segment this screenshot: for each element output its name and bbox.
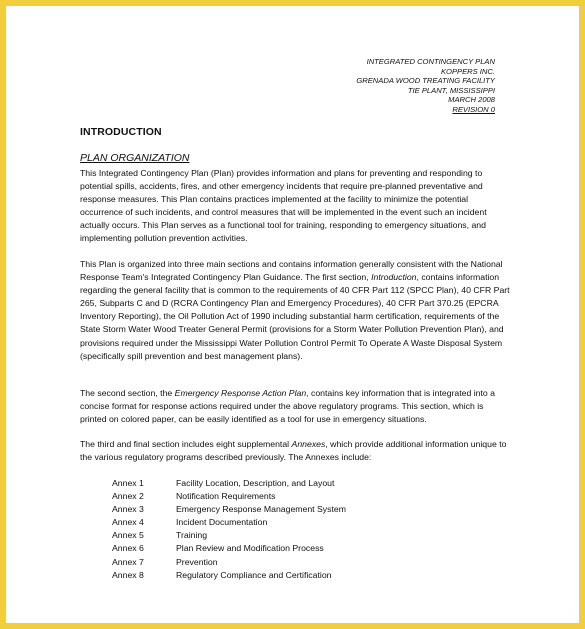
header-plan-title: INTEGRATED CONTINGENCY PLAN bbox=[366, 57, 495, 66]
annex-number: Annex 5 bbox=[112, 530, 144, 541]
paragraph-text: , contains information regarding the general facility that is common to the requirements of 40 CFR Part 112 (SPCC Plan), 40 CFR Part 265, Subparts C and D (RCRA Contingency Plan and Emergency Procedures), 40 CFR Part 370.25 (EPCRA Inventory Reporting), the Oil Pollution Act of 1990 including substantial harm certification, requirements of the State Storm Water Wood Treater General Permit (provisions for a Storm Water Pollution Prevention Plan), and provisions required under the Mississippi Water Pollution Control Permit To Operate A Waste Disposal System (specifically spill prevention and best management plans). bbox=[80, 272, 510, 361]
annex-number: Annex 7 bbox=[112, 556, 144, 567]
subsection-title: PLAN ORGANIZATION bbox=[80, 152, 190, 164]
annex-title: Training bbox=[176, 530, 208, 541]
annex-number: Annex 3 bbox=[112, 504, 144, 515]
annex-number: Annex 8 bbox=[112, 569, 144, 580]
annex-number: Annex 2 bbox=[112, 491, 144, 502]
paragraph-emphasis: Emergency Response Action Plan bbox=[174, 388, 307, 398]
annex-number: Annex 1 bbox=[112, 478, 144, 488]
annex-number: Annex 6 bbox=[112, 543, 144, 554]
annex-number: Annex 4 bbox=[112, 517, 144, 528]
annex-item bbox=[112, 477, 346, 490]
header-facility: GRENADA WOOD TREATING FACILITY bbox=[356, 76, 495, 85]
paragraph-text: The third and final section includes eight supplemental bbox=[80, 439, 292, 449]
header-location: TIE PLANT, MISSISSIPPI bbox=[407, 85, 495, 95]
annex-item bbox=[112, 490, 346, 503]
paragraph-plan-overview: This Integrated Contingency Plan (Plan) provides information and plans for preventing and responding to potential spills, accidents, fires, and other emergency incidents that require pre-planned preventative and response measures. This Plan contains practices implemented at the facility to minimize the potential occurrence of such incidents, and control measures that will be implemented in the event such an incident actually occurs. This Plan serves as a functional tool for training, responding to emergency situations, and implementing pollution prevention activities. bbox=[80, 168, 487, 244]
annex-item bbox=[112, 556, 346, 569]
annex-item bbox=[112, 516, 346, 529]
annex-title: Incident Documentation bbox=[176, 517, 268, 528]
paragraph-third-section bbox=[80, 438, 510, 464]
annex-item bbox=[112, 569, 346, 582]
annex-title: Notification Requirements bbox=[176, 491, 276, 502]
annex-item bbox=[112, 529, 346, 542]
paragraph-emphasis: Annexes bbox=[291, 439, 326, 449]
annex-title: Facility Location, Description, and Layout bbox=[176, 478, 335, 488]
annex-list bbox=[112, 477, 346, 582]
header-company: KOPPERS INC. bbox=[440, 66, 495, 76]
annex-item bbox=[112, 542, 346, 555]
header-date: MARCH 2008 bbox=[448, 95, 495, 104]
paragraph-second-section bbox=[80, 387, 510, 426]
paragraph-text: , contains key information that is integrated into a concise format for response actions required under the above regulatory programs. This section, which is printed on colored paper, can be easily identified as a tool for use in emergency situations. bbox=[80, 388, 495, 425]
paragraph-text: , which provide additional information unique to the various regulatory programs described previously. The Annexes include: bbox=[80, 439, 507, 463]
paragraph-text: The second section, the bbox=[80, 388, 175, 398]
annex-title: Prevention bbox=[176, 556, 218, 567]
annex-item bbox=[112, 503, 346, 516]
paragraph-text: This Plan is organized into three main sections and contains information generally consistent with the National Response Team's Integrated Contingency Plan Guidance. The first section, bbox=[80, 259, 503, 283]
annex-title: Emergency Response Management System bbox=[176, 504, 346, 515]
section-title: INTRODUCTION bbox=[80, 126, 162, 138]
document-header bbox=[235, 57, 495, 114]
document-page bbox=[6, 6, 579, 623]
paragraph-emphasis: Introduction bbox=[371, 272, 417, 283]
annex-title: Regulatory Compliance and Certification bbox=[176, 569, 332, 580]
annex-title: Plan Review and Modification Process bbox=[176, 543, 324, 554]
header-revision: REVISION 0 bbox=[452, 104, 495, 114]
paragraph-plan-structure bbox=[80, 258, 510, 363]
